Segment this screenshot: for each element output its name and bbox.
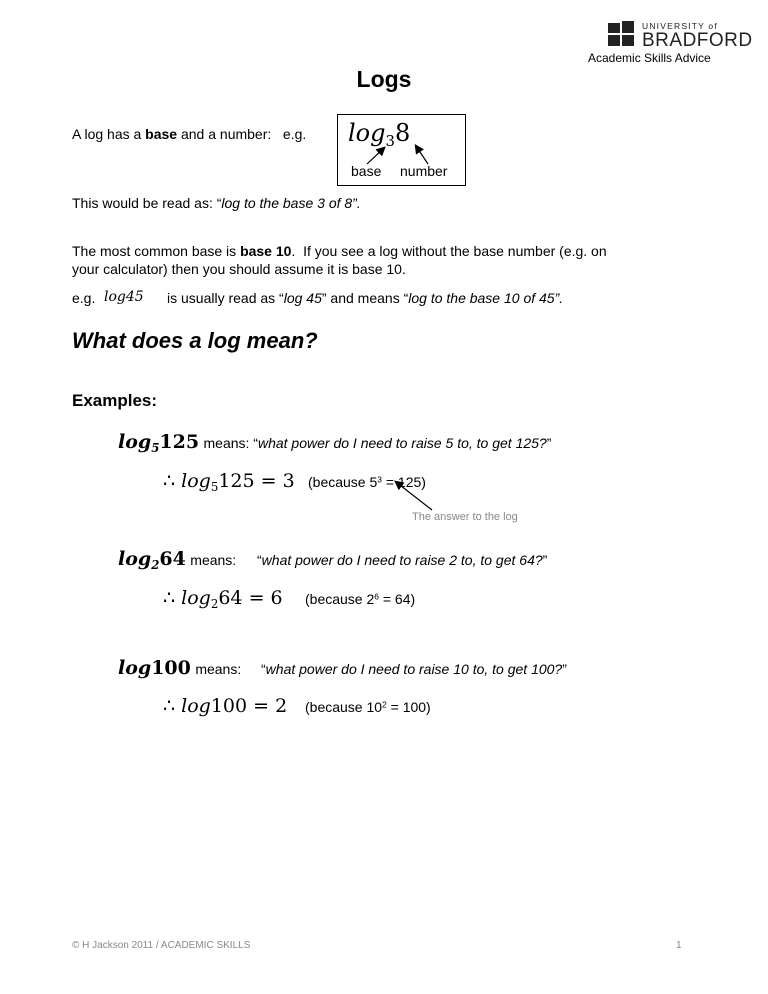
- log-example-box: [337, 114, 466, 186]
- logo-name-text: BRADFORD: [642, 30, 753, 51]
- eg-prefix: e.g.: [72, 290, 96, 306]
- page-title: Logs: [356, 66, 412, 92]
- university-logo: [588, 21, 753, 65]
- common-base-line-1: The most common base is base 10. If you see a log without the base number (e.g. on: [72, 243, 607, 259]
- label-number: number: [400, 163, 448, 179]
- common-base-line-2: your calculator) then you should assume it is base 10.: [72, 261, 406, 277]
- example-3-question: log100 means:: [118, 657, 242, 679]
- example-2-because: (because $2^6 = 64$): [305, 591, 416, 607]
- eg-log45-expression: log45: [104, 289, 144, 305]
- intro-text: A log has a base and a number: e.g.: [72, 126, 307, 142]
- department-label: Academic Skills Advice: [588, 51, 711, 65]
- footer-copyright: © H Jackson 2011 / ACADEMIC SKILLS: [72, 940, 251, 951]
- example-1-answer: ∴ $\log_5125 = 3$: [163, 470, 295, 495]
- label-base: base: [351, 163, 382, 179]
- boxed-log-number: 8: [394, 119, 411, 147]
- logo-mark-icon: [608, 21, 636, 47]
- page-number: 1: [676, 940, 682, 951]
- read-as-text: This would be read as: “log to the base 3 of 8”.: [72, 195, 361, 211]
- example-3-answer: ∴ log100 = 2: [163, 695, 288, 717]
- logo-university-text: UNIVERSITY of: [642, 21, 718, 31]
- section-heading: What does a log mean?: [72, 328, 318, 353]
- boxed-log-expression: $\log_38$: [348, 119, 411, 151]
- example-3-question-text: “what power do I need to raise 10 to, to get 100?”: [261, 661, 567, 677]
- example-2-answer: ∴ $\log_264 = 6$: [163, 587, 283, 612]
- answer-annotation: The answer to the log: [412, 511, 518, 523]
- example-1-because: (because $5^3 = 125$): [308, 474, 426, 490]
- example-3-because: (because $10^2 = 100$): [305, 699, 431, 715]
- example-2-question-text: “what power do I need to raise 2 to, to get 64?”: [257, 552, 548, 568]
- example-2-question: $\log_264$ means:: [118, 548, 237, 573]
- eg-explanation: is usually read as “log 45” and means “log to the base 10 of 45”.: [167, 290, 564, 306]
- common-base-paragraph: [72, 242, 712, 278]
- boxed-log-base: 3: [385, 132, 395, 151]
- examples-label: Examples:: [72, 391, 158, 410]
- example-1-question: $\log_5125$ means: “what power do I need to raise 5 to, to get 125?”: [118, 431, 552, 456]
